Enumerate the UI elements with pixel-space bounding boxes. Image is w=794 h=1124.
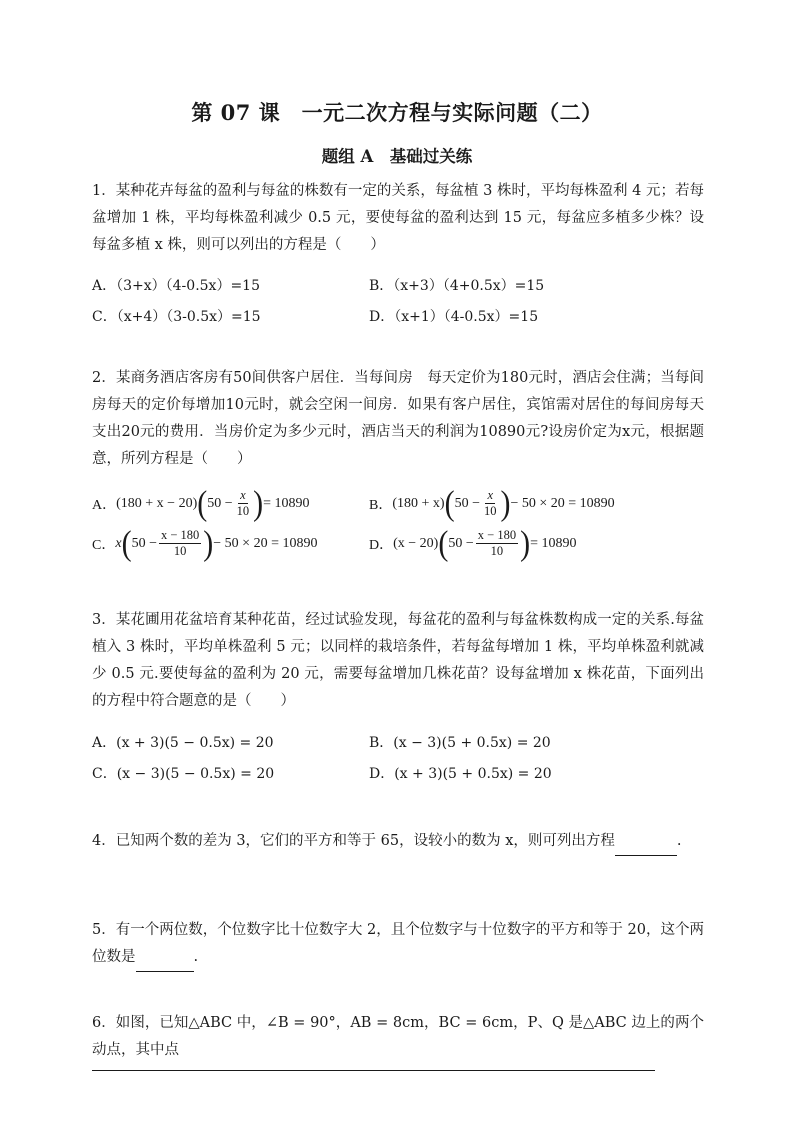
question-5-end: . [193, 949, 199, 965]
question-5-text: 5．有一个两位数，个位数字比十位数字大 2，且个位数字与十位数字的平方和等于 20，这个两位数是 [92, 922, 704, 965]
fraction-denominator: 10 [490, 544, 504, 558]
expression-right: = 10890 [530, 535, 577, 551]
expression-right: − 50 × 20 = 10890 [213, 535, 318, 551]
question-2-option-c [92, 523, 318, 562]
expression-left: (x − 20) [393, 535, 439, 551]
expression-left: x [115, 535, 122, 551]
expression-fifty: 50 − [131, 535, 157, 551]
question-5 [92, 917, 704, 972]
paren-open: ( [121, 523, 132, 562]
question-1-option-d: D．（x+1）（4-0.5x）=15 [369, 309, 539, 325]
answer-blank [136, 944, 194, 972]
question-1-option-b: B．（x+3）（4+0.5x）=15 [369, 278, 545, 294]
expression-fifty: 50 − [448, 535, 474, 551]
question-3-option-b: B．(x − 3)(5 + 0.5x) = 20 [369, 735, 551, 751]
expression-fifty: 50 − [454, 495, 480, 511]
question-1-option-a: A．（3+x）（4-0.5x）=15 [92, 278, 260, 294]
fraction-numerator: x − 180 [160, 528, 200, 542]
fraction-denominator: 10 [236, 504, 250, 518]
question-3-text: 3．某花圃用花盆培育某种花苗，经过试验发现，每盆花的盈利与每盆株数构成一定的关系.每盆植入 3 株时，平均单株盈利 5 元；以同样的栽培条件，若每盆每增加 1 株，平均单株盈利就减少 0.5 元.要使每盆的盈利为 20 元，需要每盆增加几株花苗？设每盆增加 x 株花苗，下面列出的方程中符合题意的是（ ） [92, 612, 704, 709]
question-2-text: 2．某商务酒店客房有50间供客户居住．当每间房 每天定价为180元时，酒店会住满；当每间房每天的定价每增加10元时，就会空闲一间房．如果有客户居住，宾馆需对居住的每间房每天支出20元的费用．当房价定为多少元时，酒店当天的利润为10890元?设房价定为x元，根据题意，所列方程是（ ） [92, 370, 704, 467]
question-4-text: 4．已知两个数的差为 3，它们的平方和等于 65，设较小的数为 x，则可列出方程 [92, 833, 615, 849]
page-title: 第 07 课 一元二次方程与实际问题（二） [191, 100, 603, 125]
fraction-numerator: x [487, 488, 494, 502]
question-2-option-a [92, 483, 310, 522]
answer-blank [615, 828, 677, 856]
expression-right: = 10890 [263, 495, 310, 511]
fraction-denominator: 10 [483, 504, 497, 518]
paren-open: ( [438, 523, 449, 562]
paren-close: ) [500, 483, 511, 522]
option-label: A． [92, 497, 117, 513]
question-4 [92, 828, 704, 856]
fraction [476, 528, 518, 559]
question-1-option-c: C．（x+4）（3-0.5x）=15 [92, 309, 261, 325]
option-label: B． [369, 497, 393, 513]
paren-close: ) [520, 523, 531, 562]
fraction-numerator: x [240, 488, 246, 502]
expression-right: − 50 × 20 = 10890 [510, 495, 615, 511]
paren-open: ( [197, 483, 208, 522]
option-label: C． [92, 537, 116, 553]
paren-open: ( [444, 483, 455, 522]
question-6-text: 6．如图，已知△ABC 中，∠B = 90°，AB = 8cm，BC = 6cm，P、Q 是△ABC 边上的两个动点，其中点 [92, 1015, 704, 1058]
question-3-option-a: A．(x + 3)(5 − 0.5x) = 20 [92, 735, 274, 751]
fraction-numerator: x − 180 [477, 528, 517, 542]
question-1-text: 1．某种花卉每盆的盈利与每盆的株数有一定的关系，每盆植 3 株时，平均每株盈利 4 元；若每盆增加 1 株，平均每株盈利减少 0.5 元，要使每盆的盈利达到 15 元，每盆应多植多少株？设每盆多植 x 株，则可以列出的方程是（ ） [92, 183, 704, 253]
question-2-option-d [369, 523, 577, 562]
fraction-denominator: 10 [173, 544, 187, 558]
question-2-option-b [369, 483, 615, 522]
paren-close: ) [203, 523, 214, 562]
paren-close: ) [253, 483, 264, 522]
section-subtitle: 题组 A 基础过关练 [321, 147, 473, 166]
question-3-option-d: D．(x + 3)(5 + 0.5x) = 20 [369, 766, 552, 782]
fraction [235, 488, 252, 519]
expression-fifty: 50 − [207, 495, 233, 511]
footer-divider [92, 1070, 655, 1071]
fraction [482, 488, 499, 519]
expression-left: (180 + x) [392, 495, 445, 511]
fraction [159, 528, 201, 559]
option-label: D． [369, 537, 394, 553]
question-3-option-c: C．(x − 3)(5 − 0.5x) = 20 [92, 766, 275, 782]
question-4-end: . [676, 833, 682, 849]
expression-left: (180 + x − 20) [116, 495, 198, 511]
